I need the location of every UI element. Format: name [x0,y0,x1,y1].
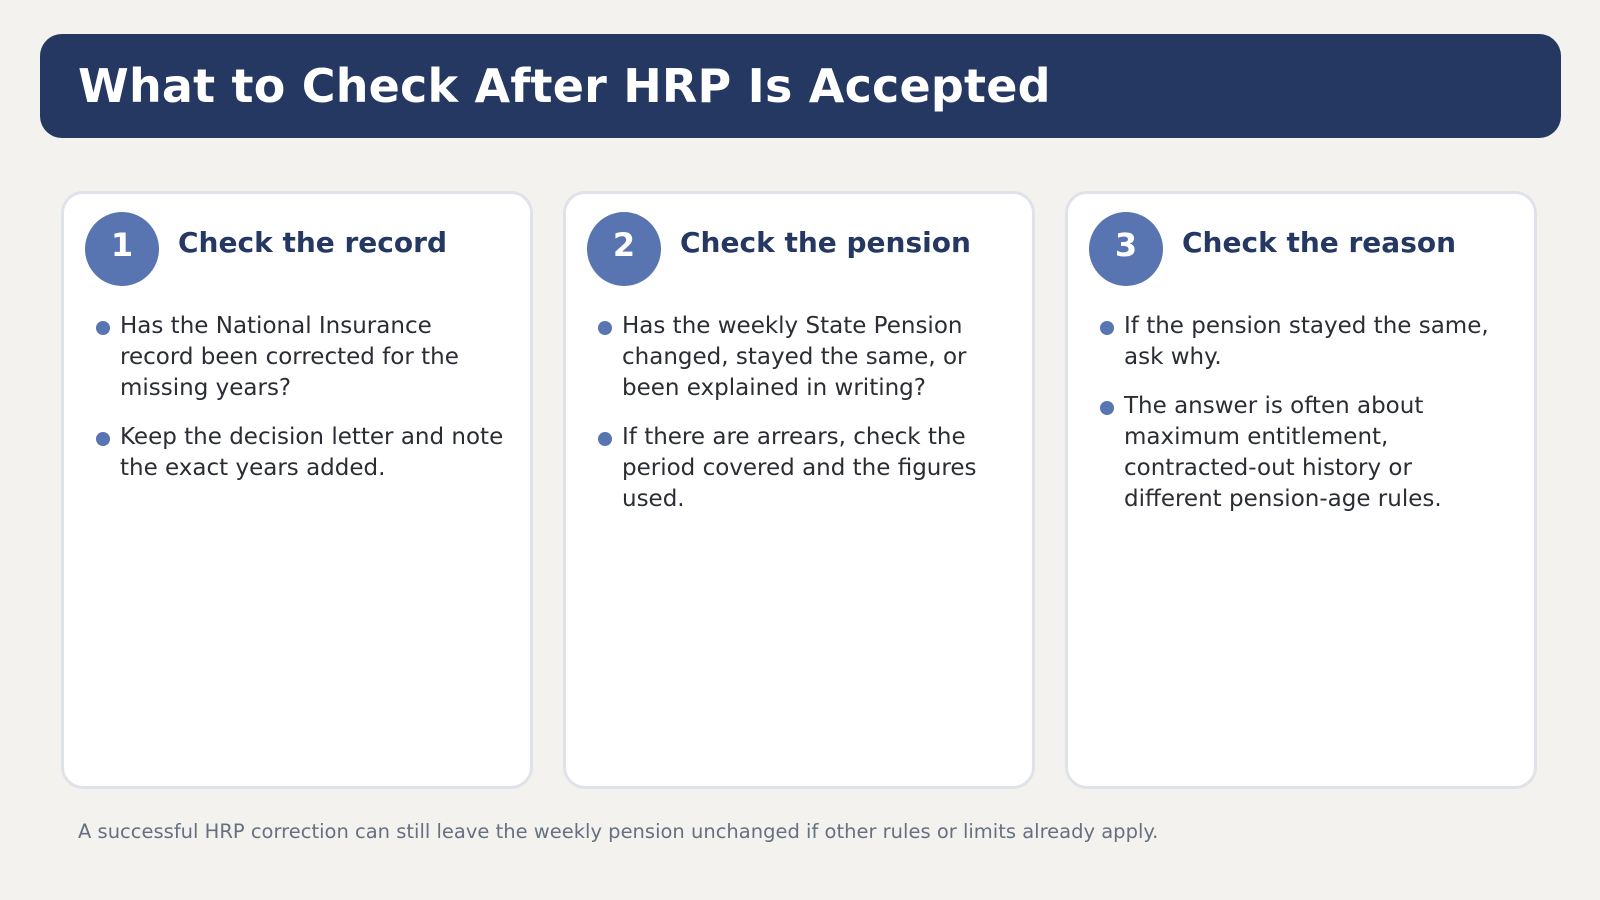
step-card-record [61,191,533,789]
bullet-dot-icon [96,321,110,335]
step-number-badge: 2 [587,212,661,286]
card-title: Check the record [178,226,447,259]
step-card-pension [563,191,1035,789]
card-title: Check the pension [680,226,971,259]
bullet-dot-icon [598,321,612,335]
step-number-badge: 1 [85,212,159,286]
list-item [93,422,510,484]
step-card-reason [1065,191,1537,789]
page-title: What to Check After HRP Is Accepted [78,59,1051,113]
bullet-list [595,311,1012,533]
card-title: Check the reason [1182,226,1457,259]
list-item [1097,311,1514,373]
list-item [1097,391,1514,515]
bullet-list [93,311,510,502]
list-item [595,422,1012,515]
step-number-badge: 3 [1089,212,1163,286]
bullet-dot-icon [598,432,612,446]
bullet-text: Keep the decision letter and note the exact years added. [120,424,504,481]
bullet-list [1097,311,1514,533]
list-item [595,311,1012,404]
bullet-text: Has the weekly State Pension changed, stayed the same, or been explained in writing? [622,313,967,401]
footnote: A successful HRP correction can still leave the weekly pension unchanged if other rules or limits already apply. [78,820,1159,843]
bullet-dot-icon [1100,321,1114,335]
bullet-dot-icon [96,432,110,446]
list-item [93,311,510,404]
bullet-text: If the pension stayed the same, ask why. [1124,313,1489,370]
bullet-text: Has the National Insurance record been corrected for the missing years? [120,313,459,401]
bullet-text: The answer is often about maximum entitlement, contracted-out history or different pension-age rules. [1124,393,1442,512]
bullet-text: If there are arrears, check the period covered and the figures used. [622,424,977,512]
page-header [40,34,1561,138]
bullet-dot-icon [1100,401,1114,415]
